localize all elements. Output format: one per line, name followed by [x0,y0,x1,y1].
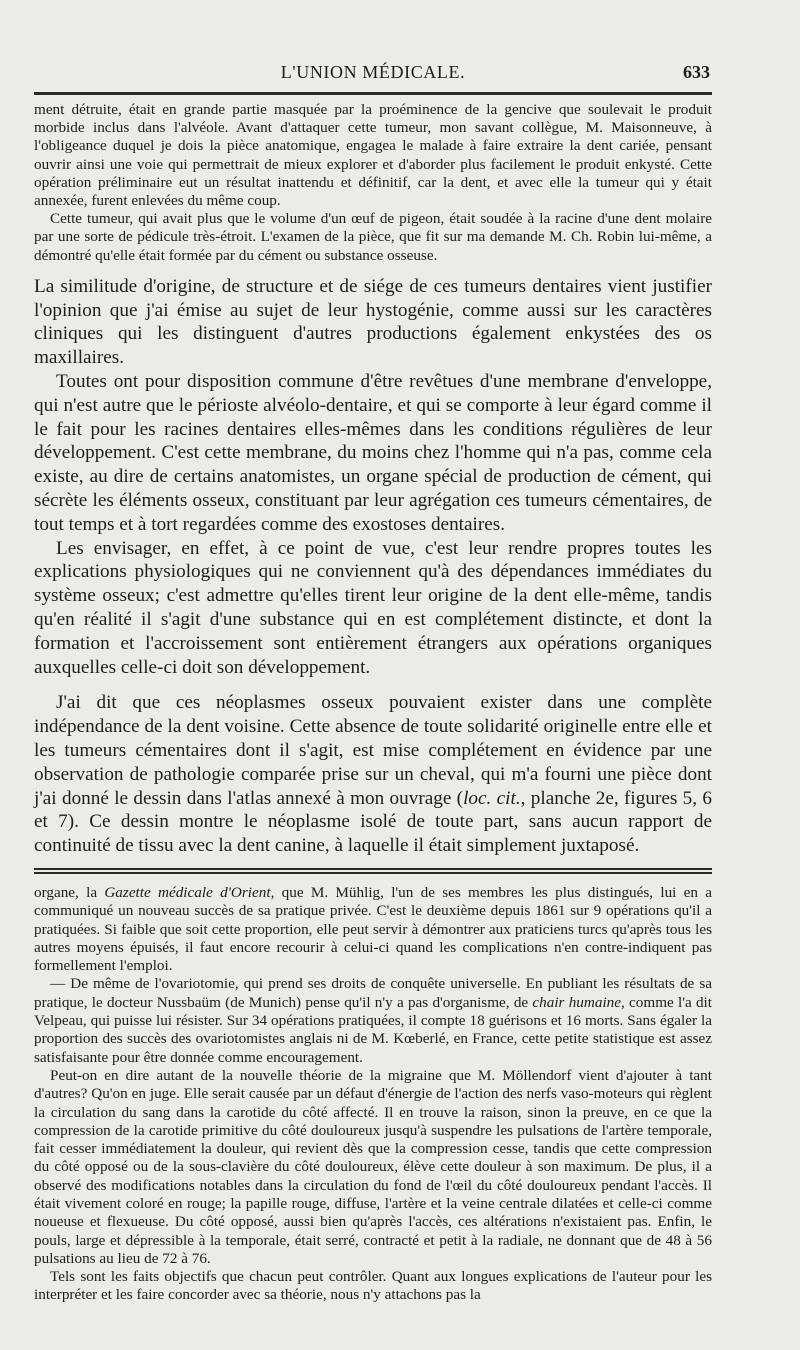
citation-italic: loc. cit. [463,787,521,809]
text-run: , comme l'a dit Velpeau, qui puisse lui résister. Sur 34 opérations pratiquées, il compte 18 guérisons et 16 morts. Sans égaler la proportion des succès des ovariotomistes anglais ni de M. Kœberlé, en France, cette petite statistique est assez satisfaisante pour être donnée comme encouragement. [34,993,712,1066]
text-run: organe, la [34,883,105,901]
paragraph [34,884,712,975]
running-title: L'UNION MÉDICALE. [280,62,466,82]
paragraph: Peut-on en dire autant de la nouvelle théorie de la migraine que M. Möllendorf vient d'ajouter à tant d'autres? Qu'on en juge. Elle serait causée par un défaut d'énergie de l'action des nerfs vaso-moteurs qui règlent la circulation du sang dans la carotide du côté affecté. Il en trouve la raison, sinon la preuve, en ce que la compression de la carotide primitive du côté douloureux jusqu'à suspendre les pulsations de l'artère temporale, fait cesser immédiatement la douleur, qui revient dès que la compression cesse, tandis que cette compression du côté opposé ou de la sous-clavière du côté douloureux, élève cette douleur à son maximum. De plus, il a observé des modifications notables dans la circulation du fond de l'œil du côté douloureux pendant l'accès. Il était vivement coloré en rouge; la papille rouge, diffuse, l'artère et la veine centrale dilatées et celle-ci comme noueuse et flexueuse. Du côté opposé, aussi bien qu'après l'accès, ces altérations n'existaient pas. Enfin, le pouls, large et dépressible à la temporale, était serré, contracté et petit à la radiale, ne donnant que de 48 à 56 pulsations au lieu de 72 à 76. [34,1066,712,1267]
page-number: 633 [683,62,710,82]
paragraph [34,975,712,1066]
text-run: , que M. Mühlig, l'un de ses membres les plus distingués, lui en a communiqué un nouveau succès de sa pratique privée. C'est le deuxième depuis 1861 sur 9 opérations qu'il a pratiquées. Si faible que soit cette proportion, elle peut servir à démontrer aux praticiens turcs qu'après tous les autres moyens épuisés, il faut encore recourir à celui-ci quand les complications n'en contre-indiquent pas formellement l'emploi. [34,883,712,975]
paragraph: ment détruite, était en grande partie masquée par la proéminence de la gencive que soulevait le produit morbide inclus dans l'alvéole. Avant d'attaquer cette tumeur, mon savant collègue, M. Maisonneuve, à l'obligeance duquel je dois la pièce anatomique, engagea le malade à faire extraire la dent cariée, pensant ouvrir ainsi une voie qui permettrait de mieux explorer et d'aborder plus facilement le produit enkysté. Cette opération préliminaire eut un résultat inattendu et définitif, car la dent, et avec elle la tumeur qui y était annexée, furent enlevées du même coup. [34,101,712,210]
text-run: J'ai dit que ces néoplasmes osseux pouvaient exister dans une complète indépendance de la dent voisine. Cette absence de toute solidarité originelle entre elle et les tumeurs cémentaires dont il s'agit, est mise complétement en évidence par une observation de pathologie comparée prise sur un cheval, qui m'a fourni une pièce dont j'ai donné le dessin dans l'atlas annexé à mon ouvrage ( [34,692,712,809]
feuilleton-divider [34,868,712,874]
paragraph: La similitude d'origine, de structure et de siége de ces tumeurs dentaires vient justifier l'opinion que j'ai émise au sujet de leur hystogénie, comme aussi sur les caractères cliniques qui les distinguent d'autres productions également enkystées des os maxillaires. [34,275,712,369]
page-header [34,56,712,90]
journal-title-italic: Gazette médicale d'Orient [104,883,271,901]
case-report-section [34,101,712,265]
text-run: — De même de l'ovariotomie, qui prend ses droits de conquête universelle. En publiant les résultats de sa pratique, le docteur Nussbaüm (de Munich) pense qu'il n'y a pas d'organisme, de [34,975,712,1011]
header-rule [34,92,712,95]
main-article-section [34,275,712,858]
paragraph: Tels sont les faits objectifs que chacun peut contrôler. Quant aux longues explications de l'auteur pour les interpréter et les faire concorder avec sa théorie, nous n'y attachons pas la [34,1268,712,1304]
text-run: , planche 2e, figures 5, 6 et 7). Ce dessin montre le néoplasme isolé de toute part, sans aucun rapport de continuité de tissu avec la dent canine, à laquelle il était simplement juxtaposé. [34,787,712,857]
paragraph: Les envisager, en effet, à ce point de vue, c'est leur rendre propres toutes les explications physiologiques qui ne conviennent qu'à des dépendances immédiates du système osseux; c'est admettre qu'elles tirent leur origine de la dent elle-même, tandis qu'en réalité il s'agit d'une substance qui en est complétement distincte, et dont la formation et l'accroissement sont entièrement étrangers aux opérations organiques auxquelles celle-ci doit son développement. [34,537,712,678]
paragraph: Toutes ont pour disposition commune d'être revêtues d'une membrane d'enveloppe, qui n'est autre que le périoste alvéolo-dentaire, et qui se comporte à leur égard comme il le fait pour les racines dentaires elles-mêmes dans les conditions régulières de leur développement. C'est cette membrane, du moins chez l'homme qui n'a pas, comme cela existe, au dire de certains anatomistes, un organe spécial de production de cément, qui sécrète les éléments osseux, constituant par leur agrégation ces tumeurs cémentaires, de tout temps et à tort regardées comme des exostoses dentaires. [34,371,712,535]
paragraph [34,691,712,858]
feuilleton-section [34,884,712,1305]
paragraph: Cette tumeur, qui avait plus que le volume d'un œuf de pigeon, était soudée à la racine d'une dent molaire par une sorte de pédicule très-étroit. L'examen de la pièce, que fit sur ma demande M. Ch. Robin lui-même, a démontré qu'elle était formée par du cément ou substance osseuse. [34,210,712,264]
phrase-italic: chair humaine [532,993,622,1011]
